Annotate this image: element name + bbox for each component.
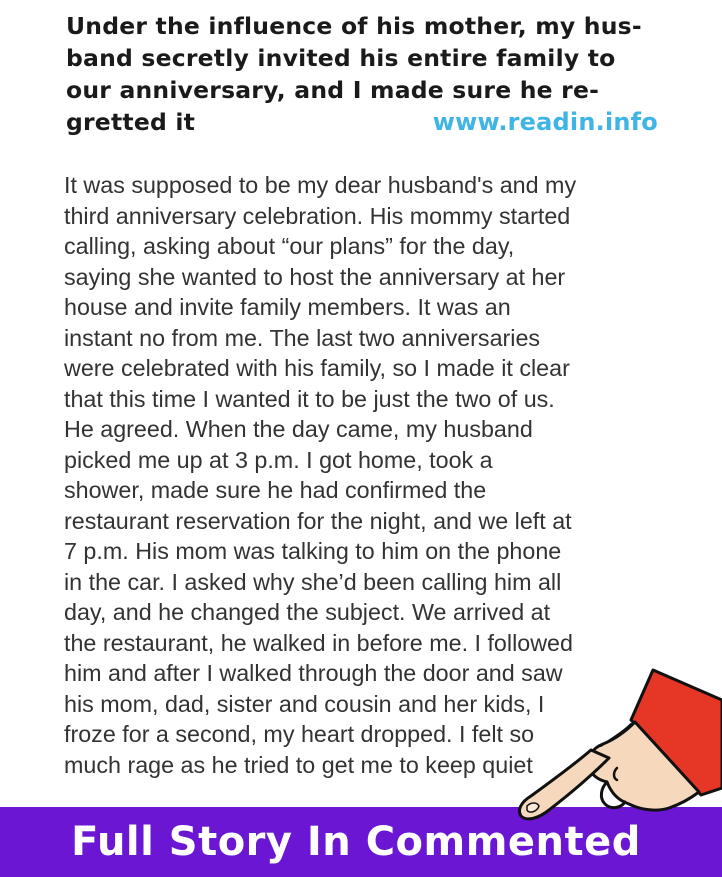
story-line: his mom, dad, sister and cousin and her kids, I xyxy=(64,690,545,717)
headline-last-row xyxy=(66,106,658,138)
story-line: picked me up at 3 p.m. I got home, took a xyxy=(64,446,493,473)
site-link[interactable]: www.readin.info xyxy=(432,108,658,136)
headline-line: band secretly invited his entire family to xyxy=(66,44,616,72)
story-line: instant no from me. The last two anniversaries xyxy=(64,324,541,351)
story-line: day, and he changed the subject. We arrived at xyxy=(64,599,551,625)
story-line: It was supposed to be my dear husband's and my xyxy=(64,172,577,198)
story-line: calling, asking about “our plans” for the day, xyxy=(64,233,515,259)
story-line: house and invite family members. It was an xyxy=(64,294,511,320)
story-line: third anniversary celebration. His mommy started xyxy=(64,202,571,229)
story-line: much rage as he tried to get me to keep quiet xyxy=(64,751,533,778)
story-line: 7 p.m. His mom was talking to him on the phone xyxy=(64,538,562,564)
story-line: He agreed. When the day came, my husband xyxy=(64,416,533,442)
story-line: froze for a second, my heart dropped. I felt so xyxy=(64,721,535,747)
pointing-hand-icon xyxy=(505,660,722,835)
headline-line: Under the influence of his mother, my hus- xyxy=(66,12,642,40)
story-line: the restaurant, he walked in before me. I followed xyxy=(64,629,573,656)
story-line: were celebrated with his family, so I made it clear xyxy=(64,355,570,381)
story-line: in the car. I asked why she’d been calling him all xyxy=(64,568,562,595)
story-line: restaurant reservation for the night, and we left at xyxy=(64,507,572,534)
story-line: saying she wanted to host the anniversary at her xyxy=(64,263,566,290)
headline xyxy=(66,10,658,138)
story-line: shower, made sure he had confirmed the xyxy=(64,477,487,503)
headline-line: our anniversary, and I made sure he re- xyxy=(66,76,600,104)
story-line: that this time I wanted it to be just the two of us. xyxy=(64,385,555,412)
banner-text: Full Story In Commented xyxy=(71,819,641,865)
story-line: him and after I walked through the door and saw xyxy=(64,660,563,686)
headline-line: gretted it xyxy=(66,108,196,136)
